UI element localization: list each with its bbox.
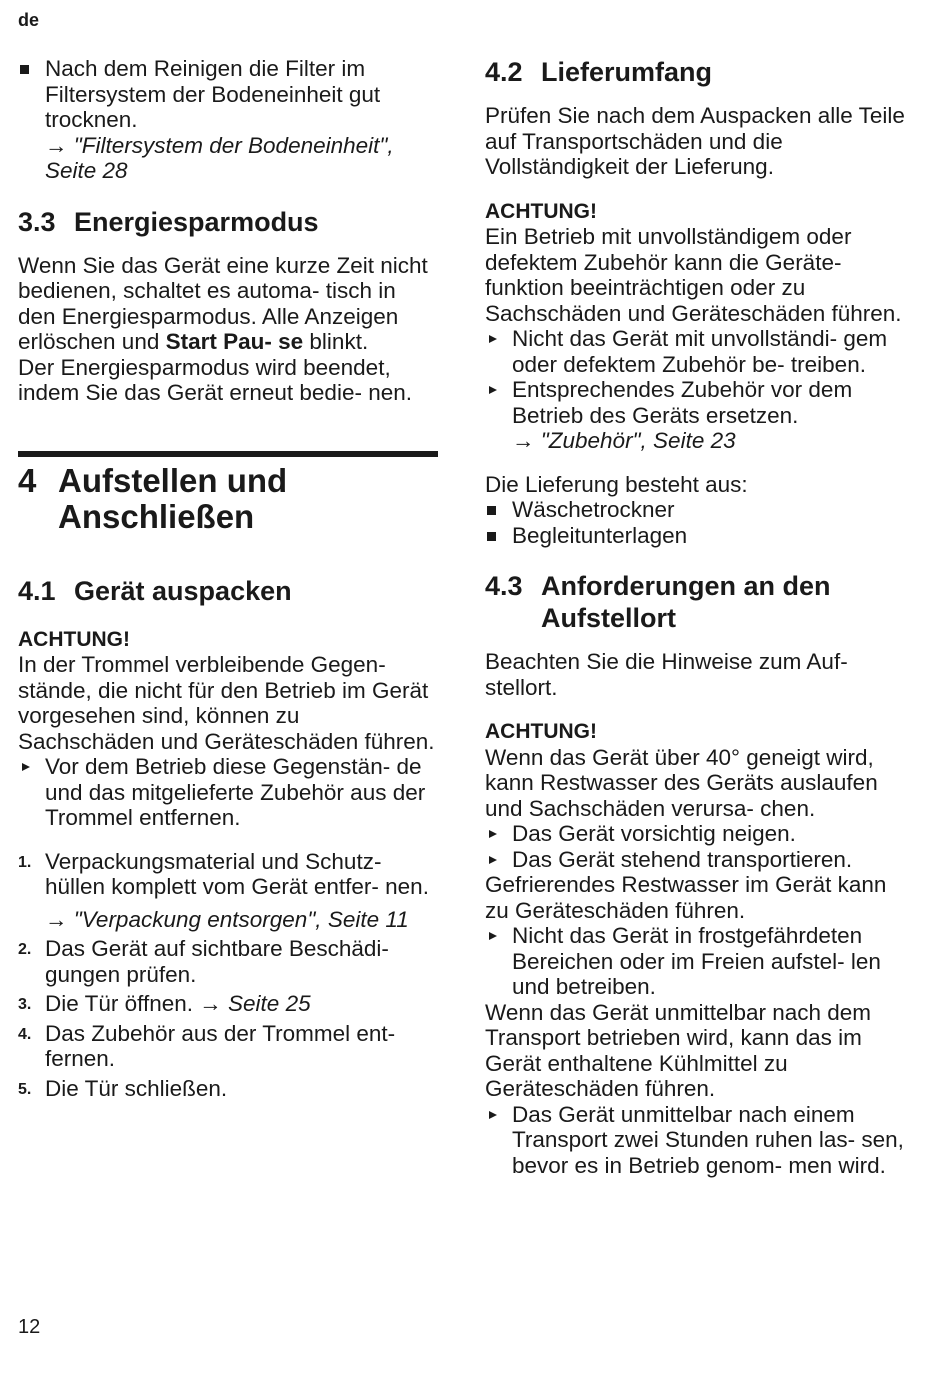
warning-title: ACHTUNG! <box>18 627 130 651</box>
chapter-number: 4 <box>18 461 37 499</box>
list-item-text: Nach dem Reinigen die Filter im Filtersystem der Bodeneinheit gut trocknen. <box>45 56 381 132</box>
paragraph: Wenn das Gerät unmittelbar nach dem Transport betrieben wird, kann das im Gerät enthaltene Kühlmittel zu Geräteschäden führen. <box>485 999 872 1101</box>
right-column <box>485 56 910 1178</box>
paragraph: Der Energiesparmodus wird beendet, indem Sie das Gerät erneut bedie- nen. <box>18 354 412 405</box>
left-column <box>18 56 438 1101</box>
action-item <box>485 326 910 377</box>
action-item <box>18 754 438 831</box>
step-text: Die Tür öffnen. <box>45 991 200 1016</box>
step-number: 5. <box>18 1080 32 1098</box>
list-item <box>18 56 438 184</box>
arrow-right-icon: → <box>512 428 535 453</box>
step-text: Das Zubehör aus der Trommel ent- fernen. <box>45 1020 396 1071</box>
cross-reference-text: Seite 25 <box>228 991 311 1016</box>
triangle-bullet-icon <box>489 386 497 394</box>
chapter-title: Aufstellen und Anschließen <box>58 461 288 535</box>
warning-text: In der Trommel verbleibende Gegen- stände, die nicht für den Betrieb im Gerät vorgesehen sind, können zu Sachschäden und Geräteschäden führen. <box>18 652 435 754</box>
action-text: Nicht das Gerät in frostgefährdeten Bereichen oder im Freien aufstel- len und betreiben. <box>512 923 881 999</box>
triangle-bullet-icon <box>489 335 497 343</box>
warning-title: ACHTUNG! <box>485 199 597 223</box>
action-item <box>485 847 910 873</box>
section-title: Energiesparmodus <box>74 206 319 237</box>
section-title: Lieferumfang <box>541 57 713 87</box>
step-text: Das Gerät auf sichtbare Beschädi- gungen prüfen. <box>45 936 389 987</box>
section-number: 3.3 <box>18 206 56 237</box>
warning-title: ACHTUNG! <box>485 720 597 743</box>
step-number: 2. <box>18 941 32 958</box>
section-heading-4-2 <box>485 56 910 88</box>
paragraph <box>18 253 438 355</box>
section-heading-4-1 <box>18 575 438 607</box>
section-title: Gerät auspacken <box>74 575 292 606</box>
step-number: 4. <box>18 1025 32 1043</box>
action-text: Vor dem Betrieb diese Gegenstän- de und das mitgelieferte Zubehör aus der Trommel entfernen. <box>45 754 426 830</box>
arrow-right-icon: → <box>199 991 222 1016</box>
step-item <box>18 849 438 933</box>
triangle-bullet-icon <box>489 1111 497 1119</box>
step-number: 1. <box>18 853 32 871</box>
action-item <box>485 821 910 847</box>
language-tag: de <box>18 10 40 30</box>
action-item <box>485 1102 910 1179</box>
paragraph: Prüfen Sie nach dem Auspacken alle Teile auf Transportschäden und die Vollständigkeit der Lieferung. <box>485 103 905 179</box>
section-heading-4-3 <box>485 570 910 634</box>
section-heading-3-3 <box>18 206 438 238</box>
paragraph-text: blinkt. <box>303 329 369 354</box>
cross-reference-text: "Zubehör", Seite 23 <box>540 428 736 453</box>
action-text: Das Gerät vorsichtig neigen. <box>512 821 796 846</box>
arrow-right-icon: → <box>45 132 68 158</box>
triangle-bullet-icon <box>22 763 30 771</box>
section-title: Anforderungen an den Aufstellort <box>541 571 831 633</box>
page-number: 12 <box>18 1316 41 1338</box>
action-text: Das Gerät unmittelbar nach einem Transport zwei Stunden ruhen las- sen, bevor es in Betrieb genom- men wird. <box>512 1101 904 1178</box>
triangle-bullet-icon <box>489 856 497 864</box>
paragraph: Gefrierendes Restwasser im Gerät kann zu Geräteschäden führen. <box>485 872 887 923</box>
warning-text: Ein Betrieb mit unvollständigem oder defektem Zubehör kann die Geräte- funktion beeinträchtigen oder zu Sachschäden und Geräteschäden führen. <box>485 224 902 326</box>
bullet-square-icon <box>487 506 496 515</box>
step-text: Verpackungsmaterial und Schutz- hüllen komplett vom Gerät entfer- nen. <box>45 848 429 899</box>
chapter-heading-4 <box>18 463 438 535</box>
paragraph: Beachten Sie die Hinweise zum Auf- stellort. <box>485 649 848 700</box>
list-item <box>485 523 910 549</box>
step-item <box>18 991 438 1017</box>
display-text-start-pause: Start Pau- se <box>165 329 304 354</box>
bullet-square-icon <box>487 532 496 541</box>
step-number: 3. <box>18 996 32 1013</box>
cross-reference-text: "Filtersystem der Bodeneinheit", Seite 28 <box>45 132 394 183</box>
action-text: Nicht das Gerät mit unvollständi- gem oder defektem Zubehör be- treiben. <box>512 326 888 377</box>
list-item-text: Begleitunterlagen <box>512 522 688 548</box>
paragraph: Die Lieferung besteht aus: <box>485 471 748 497</box>
cross-reference-link[interactable] <box>199 991 310 1016</box>
section-number: 4.2 <box>485 57 523 87</box>
list-item-text: Wäschetrockner <box>512 497 675 522</box>
step-list <box>18 849 438 1102</box>
section-number: 4.3 <box>485 571 523 601</box>
step-item <box>18 936 438 987</box>
cross-reference-link[interactable] <box>45 907 438 933</box>
chapter-rule <box>18 451 438 457</box>
section-number: 4.1 <box>18 575 56 606</box>
step-item <box>18 1021 438 1072</box>
action-text: Entsprechendes Zubehör vor dem Betrieb des Geräts ersetzen. <box>512 377 853 428</box>
step-item <box>18 1076 438 1102</box>
action-text: Das Gerät stehend transportieren. <box>512 846 853 872</box>
cross-reference-text: "Verpackung entsorgen", Seite 11 <box>73 906 409 932</box>
arrow-right-icon: → <box>45 906 68 932</box>
list-item <box>485 497 910 523</box>
cross-reference-link[interactable] <box>45 133 394 184</box>
action-item <box>485 377 910 454</box>
paragraph-text: Wenn Sie das Gerät eine kurze Zeit nicht bedienen, schaltet es automa- tisch in den Energiesparmodus. Alle Anzeigen erlöschen und <box>18 252 428 354</box>
step-text: Die Tür schließen. <box>45 1075 228 1101</box>
warning-text: Wenn das Gerät über 40° geneigt wird, kann Restwasser des Geräts auslaufen und Sachschäden verursa- chen. <box>485 744 878 821</box>
bullet-square-icon <box>20 65 29 74</box>
triangle-bullet-icon <box>489 932 497 940</box>
triangle-bullet-icon <box>489 830 497 838</box>
cross-reference-link[interactable] <box>512 428 736 453</box>
action-item <box>485 923 910 1000</box>
